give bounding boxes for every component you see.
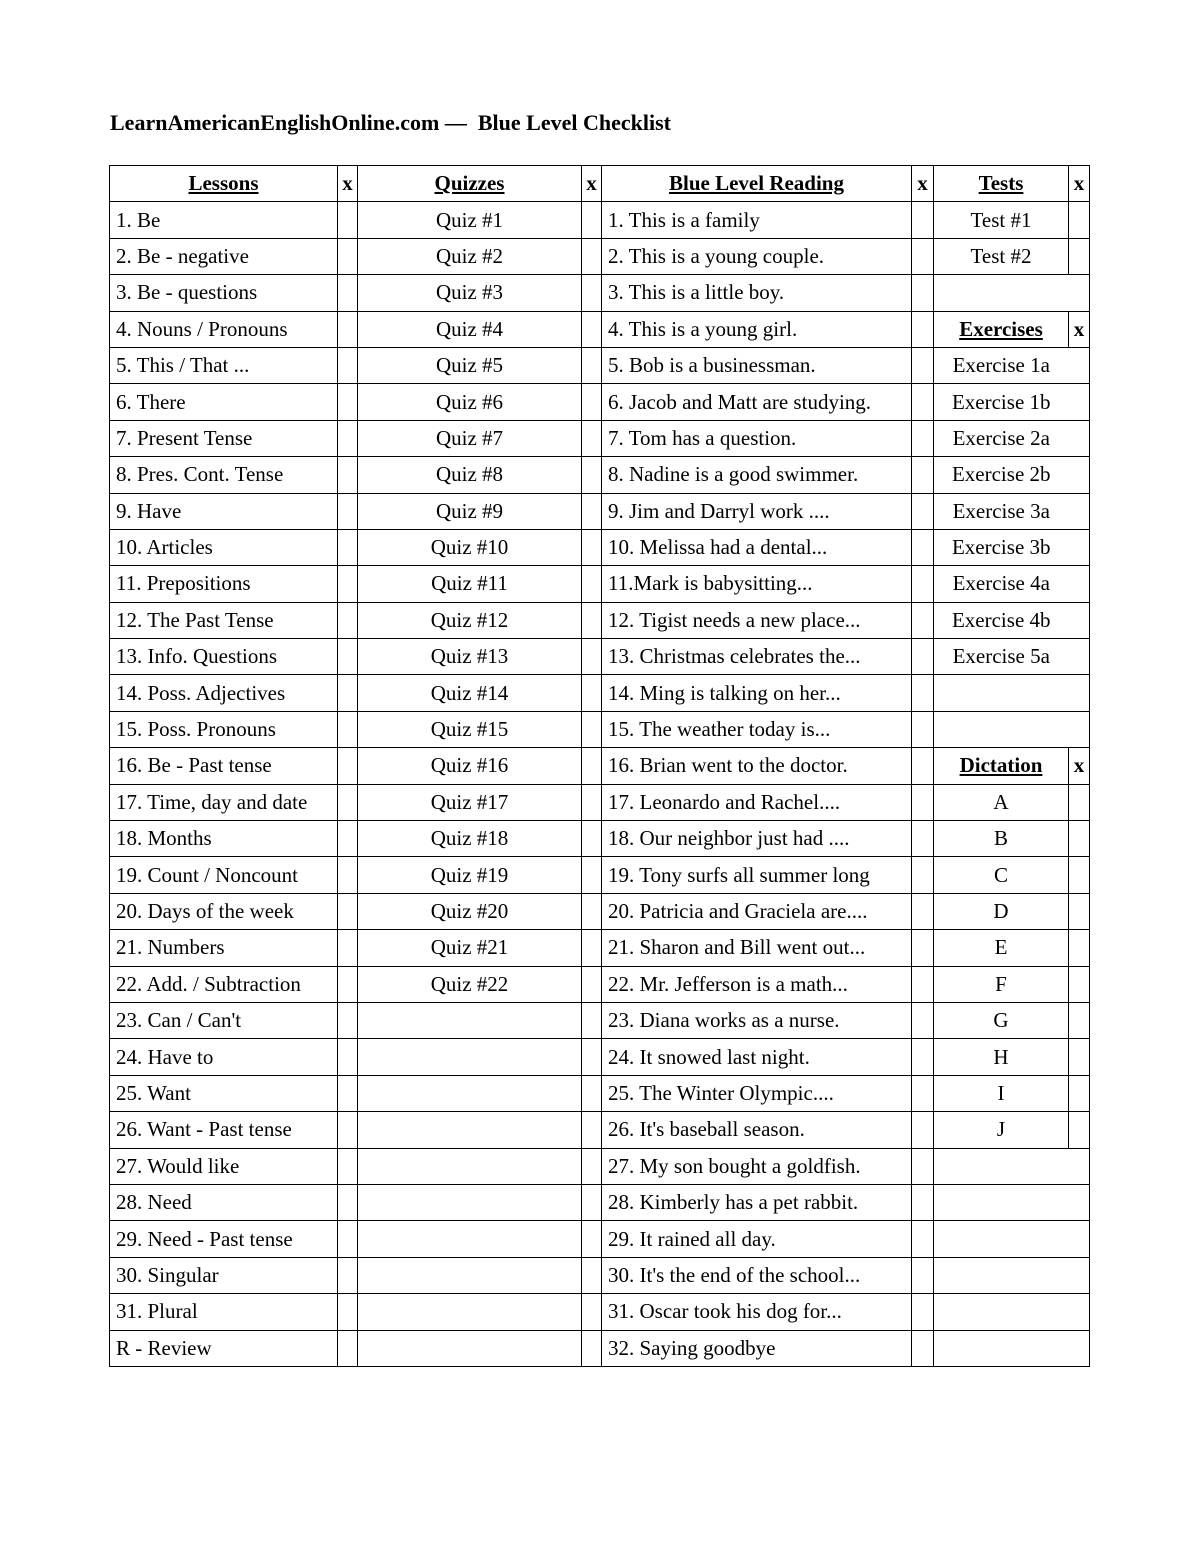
lesson-cell: 31. Plural xyxy=(110,1294,338,1330)
quizzes-header: Quizzes xyxy=(358,166,582,202)
lesson-cell: 15. Poss. Pronouns xyxy=(110,711,338,747)
lesson-checkbox[interactable] xyxy=(338,1112,358,1148)
quiz-cell: Quiz #15 xyxy=(358,711,582,747)
table-row xyxy=(110,1330,1090,1366)
empty-cell xyxy=(934,1257,1090,1293)
table-row xyxy=(110,420,1090,456)
quiz-cell: Quiz #3 xyxy=(358,275,582,311)
quiz-checkbox[interactable] xyxy=(582,821,602,857)
reading-checkbox[interactable] xyxy=(912,529,934,565)
reading-checkbox[interactable] xyxy=(912,493,934,529)
reading-checkbox[interactable] xyxy=(912,1112,934,1148)
lessons-header: Lessons xyxy=(110,166,338,202)
lesson-checkbox[interactable] xyxy=(338,275,358,311)
exercise-checkbox[interactable] xyxy=(1069,639,1090,675)
exercise-checkbox[interactable] xyxy=(1069,457,1090,493)
reading-checkbox[interactable] xyxy=(912,420,934,456)
empty-cell xyxy=(934,1294,1090,1330)
exercise-checkbox[interactable] xyxy=(1069,529,1090,565)
exercise-cell: Exercise 3b xyxy=(934,529,1069,565)
lesson-checkbox[interactable] xyxy=(338,202,358,238)
quiz-checkbox[interactable] xyxy=(582,1075,602,1111)
lesson-checkbox[interactable] xyxy=(338,384,358,420)
table-row xyxy=(110,821,1090,857)
quiz-checkbox[interactable] xyxy=(582,711,602,747)
table-row xyxy=(110,1294,1090,1330)
reading-cell: 14. Ming is talking on her... xyxy=(602,675,912,711)
quiz-cell: Quiz #20 xyxy=(358,893,582,929)
quiz-checkbox[interactable] xyxy=(582,311,602,347)
table-row xyxy=(110,1148,1090,1184)
reading-cell: 9. Jim and Darryl work .... xyxy=(602,493,912,529)
lesson-checkbox[interactable] xyxy=(338,1257,358,1293)
reading-cell: 3. This is a little boy. xyxy=(602,275,912,311)
quiz-checkbox[interactable] xyxy=(582,966,602,1002)
lesson-cell: 16. Be - Past tense xyxy=(110,748,338,784)
dictation-cell: E xyxy=(934,930,1069,966)
table-row xyxy=(110,711,1090,747)
lesson-cell: 19. Count / Noncount xyxy=(110,857,338,893)
table-row xyxy=(110,748,1090,784)
quiz-checkbox[interactable] xyxy=(582,275,602,311)
dictation-cell: A xyxy=(934,784,1069,820)
page-title: LearnAmericanEnglishOnline.com — Blue Level Checklist xyxy=(110,110,671,135)
dictation-cell: J xyxy=(934,1112,1069,1148)
exercise-checkbox[interactable] xyxy=(1069,602,1090,638)
reading-checkbox[interactable] xyxy=(912,1039,934,1075)
quiz-cell: Quiz #21 xyxy=(358,930,582,966)
reading-cell: 29. It rained all day. xyxy=(602,1221,912,1257)
table-row xyxy=(110,566,1090,602)
lesson-checkbox[interactable] xyxy=(338,1039,358,1075)
table-row xyxy=(110,1075,1090,1111)
lesson-checkbox[interactable] xyxy=(338,1148,358,1184)
exercise-cell: Exercise 5a xyxy=(934,639,1069,675)
quiz-checkbox[interactable] xyxy=(582,1039,602,1075)
reading-cell: 5. Bob is a businessman. xyxy=(602,347,912,383)
reading-checkbox[interactable] xyxy=(912,1148,934,1184)
dictation-cell: G xyxy=(934,1002,1069,1038)
lesson-cell: 2. Be - negative xyxy=(110,238,338,274)
lesson-cell: 28. Need xyxy=(110,1184,338,1220)
table-row xyxy=(110,275,1090,311)
table-row xyxy=(110,1112,1090,1148)
reading-cell: 24. It snowed last night. xyxy=(602,1039,912,1075)
lessons-check-header: x xyxy=(338,166,358,202)
reading-checkbox[interactable] xyxy=(912,347,934,383)
lesson-cell: R - Review xyxy=(110,1330,338,1366)
lesson-checkbox[interactable] xyxy=(338,784,358,820)
lesson-cell: 26. Want - Past tense xyxy=(110,1112,338,1148)
lesson-cell: 11. Prepositions xyxy=(110,566,338,602)
reading-checkbox[interactable] xyxy=(912,202,934,238)
quiz-cell: Quiz #19 xyxy=(358,857,582,893)
reading-cell: 17. Leonardo and Rachel.... xyxy=(602,784,912,820)
exercise-cell: Exercise 1a xyxy=(934,347,1069,383)
exercise-cell: Exercise 3a xyxy=(934,493,1069,529)
lesson-cell: 24. Have to xyxy=(110,1039,338,1075)
reading-checkbox[interactable] xyxy=(912,893,934,929)
quiz-checkbox[interactable] xyxy=(582,1330,602,1366)
quiz-cell: Quiz #9 xyxy=(358,493,582,529)
quiz-cell-empty xyxy=(358,1039,582,1075)
lesson-cell: 22. Add. / Subtraction xyxy=(110,966,338,1002)
quiz-cell: Quiz #11 xyxy=(358,566,582,602)
lesson-cell: 6. There xyxy=(110,384,338,420)
quiz-checkbox[interactable] xyxy=(582,420,602,456)
reading-checkbox[interactable] xyxy=(912,1257,934,1293)
dictation-checkbox[interactable] xyxy=(1069,966,1090,1002)
test-cell: Test #1 xyxy=(934,202,1069,238)
reading-checkbox[interactable] xyxy=(912,1075,934,1111)
reading-cell: 21. Sharon and Bill went out... xyxy=(602,930,912,966)
quiz-checkbox[interactable] xyxy=(582,1148,602,1184)
table-row xyxy=(110,457,1090,493)
reading-checkbox[interactable] xyxy=(912,1184,934,1220)
quiz-cell: Quiz #14 xyxy=(358,675,582,711)
reading-checkbox[interactable] xyxy=(912,311,934,347)
quiz-checkbox[interactable] xyxy=(582,1112,602,1148)
dictation-checkbox[interactable] xyxy=(1069,784,1090,820)
table-row xyxy=(110,202,1090,238)
quiz-cell: Quiz #10 xyxy=(358,529,582,565)
lesson-cell: 3. Be - questions xyxy=(110,275,338,311)
quiz-cell: Quiz #12 xyxy=(358,602,582,638)
reading-cell: 12. Tigist needs a new place... xyxy=(602,602,912,638)
reading-header: Blue Level Reading xyxy=(602,166,912,202)
lesson-checkbox[interactable] xyxy=(338,639,358,675)
lesson-checkbox[interactable] xyxy=(338,602,358,638)
reading-cell: 20. Patricia and Graciela are.... xyxy=(602,893,912,929)
reading-cell: 22. Mr. Jefferson is a math... xyxy=(602,966,912,1002)
table-row xyxy=(110,784,1090,820)
lesson-cell: 23. Can / Can't xyxy=(110,1002,338,1038)
table-row xyxy=(110,966,1090,1002)
lesson-checkbox[interactable] xyxy=(338,420,358,456)
empty-cell xyxy=(934,1330,1090,1366)
dictation-cell: C xyxy=(934,857,1069,893)
lesson-checkbox[interactable] xyxy=(338,748,358,784)
dictation-check-header: x xyxy=(1069,748,1090,784)
table-row xyxy=(110,893,1090,929)
test-checkbox[interactable] xyxy=(1069,238,1090,274)
lesson-cell: 27. Would like xyxy=(110,1148,338,1184)
table-row xyxy=(110,1039,1090,1075)
reading-checkbox[interactable] xyxy=(912,238,934,274)
reading-cell: 6. Jacob and Matt are studying. xyxy=(602,384,912,420)
lesson-checkbox[interactable] xyxy=(338,1002,358,1038)
reading-checkbox[interactable] xyxy=(912,966,934,1002)
table-row xyxy=(110,384,1090,420)
table-row xyxy=(110,930,1090,966)
reading-cell: 19. Tony surfs all summer long xyxy=(602,857,912,893)
table-row xyxy=(110,1184,1090,1220)
quiz-cell-empty xyxy=(358,1075,582,1111)
checklist-table xyxy=(109,165,1090,1367)
quiz-cell: Quiz #18 xyxy=(358,821,582,857)
empty-cell xyxy=(934,1184,1090,1220)
lesson-cell: 13. Info. Questions xyxy=(110,639,338,675)
reading-cell: 8. Nadine is a good swimmer. xyxy=(602,457,912,493)
reading-checkbox[interactable] xyxy=(912,675,934,711)
reading-cell: 10. Melissa had a dental... xyxy=(602,529,912,565)
lesson-checkbox[interactable] xyxy=(338,529,358,565)
table-row xyxy=(110,1002,1090,1038)
quiz-cell: Quiz #5 xyxy=(358,347,582,383)
dictation-checkbox[interactable] xyxy=(1069,1112,1090,1148)
quiz-cell: Quiz #4 xyxy=(358,311,582,347)
quiz-cell-empty xyxy=(358,1221,582,1257)
quiz-checkbox[interactable] xyxy=(582,784,602,820)
lesson-cell: 29. Need - Past tense xyxy=(110,1221,338,1257)
quiz-cell: Quiz #8 xyxy=(358,457,582,493)
quiz-cell: Quiz #2 xyxy=(358,238,582,274)
quiz-checkbox[interactable] xyxy=(582,1184,602,1220)
quiz-cell: Quiz #6 xyxy=(358,384,582,420)
quiz-cell: Quiz #16 xyxy=(358,748,582,784)
header-row xyxy=(110,166,1090,202)
reading-checkbox[interactable] xyxy=(912,821,934,857)
table-row xyxy=(110,1257,1090,1293)
dictation-cell: F xyxy=(934,966,1069,1002)
lesson-cell: 1. Be xyxy=(110,202,338,238)
table-row xyxy=(110,238,1090,274)
reading-cell: 26. It's baseball season. xyxy=(602,1112,912,1148)
reading-cell: 32. Saying goodbye xyxy=(602,1330,912,1366)
lesson-cell: 8. Pres. Cont. Tense xyxy=(110,457,338,493)
test-checkbox[interactable] xyxy=(1069,202,1090,238)
lesson-checkbox[interactable] xyxy=(338,711,358,747)
table-row xyxy=(110,675,1090,711)
quiz-checkbox[interactable] xyxy=(582,493,602,529)
quiz-checkbox[interactable] xyxy=(582,1221,602,1257)
reading-cell: 16. Brian went to the doctor. xyxy=(602,748,912,784)
dictation-checkbox[interactable] xyxy=(1069,1002,1090,1038)
empty-cell xyxy=(934,275,1090,311)
table-row xyxy=(110,347,1090,383)
empty-cell xyxy=(934,711,1090,747)
dictation-checkbox[interactable] xyxy=(1069,821,1090,857)
table-row xyxy=(110,857,1090,893)
quiz-cell: Quiz #22 xyxy=(358,966,582,1002)
quiz-checkbox[interactable] xyxy=(582,857,602,893)
dictation-checkbox[interactable] xyxy=(1069,857,1090,893)
quiz-cell-empty xyxy=(358,1184,582,1220)
lesson-cell: 25. Want xyxy=(110,1075,338,1111)
lesson-cell: 9. Have xyxy=(110,493,338,529)
lesson-checkbox[interactable] xyxy=(338,675,358,711)
quiz-checkbox[interactable] xyxy=(582,639,602,675)
reading-cell: 18. Our neighbor just had .... xyxy=(602,821,912,857)
quiz-cell-empty xyxy=(358,1002,582,1038)
lesson-checkbox[interactable] xyxy=(338,966,358,1002)
exercise-checkbox[interactable] xyxy=(1069,493,1090,529)
dictation-cell: I xyxy=(934,1075,1069,1111)
lesson-checkbox[interactable] xyxy=(338,1221,358,1257)
lesson-cell: 12. The Past Tense xyxy=(110,602,338,638)
quiz-cell: Quiz #13 xyxy=(358,639,582,675)
lesson-cell: 17. Time, day and date xyxy=(110,784,338,820)
reading-cell: 4. This is a young girl. xyxy=(602,311,912,347)
quiz-checkbox[interactable] xyxy=(582,529,602,565)
exercise-cell: Exercise 2a xyxy=(934,420,1069,456)
reading-checkbox[interactable] xyxy=(912,1294,934,1330)
reading-checkbox[interactable] xyxy=(912,566,934,602)
lesson-cell: 30. Singular xyxy=(110,1257,338,1293)
quiz-checkbox[interactable] xyxy=(582,202,602,238)
tests-header: Tests xyxy=(934,166,1069,202)
reading-cell: 15. The weather today is... xyxy=(602,711,912,747)
reading-cell: 27. My son bought a goldfish. xyxy=(602,1148,912,1184)
reading-check-header: x xyxy=(912,166,934,202)
quiz-checkbox[interactable] xyxy=(582,675,602,711)
dictation-cell: H xyxy=(934,1039,1069,1075)
lesson-cell: 5. This / That ... xyxy=(110,347,338,383)
reading-cell: 28. Kimberly has a pet rabbit. xyxy=(602,1184,912,1220)
quiz-checkbox[interactable] xyxy=(582,748,602,784)
reading-cell: 7. Tom has a question. xyxy=(602,420,912,456)
quiz-cell: Quiz #17 xyxy=(358,784,582,820)
lesson-checkbox[interactable] xyxy=(338,1184,358,1220)
quiz-checkbox[interactable] xyxy=(582,238,602,274)
quiz-checkbox[interactable] xyxy=(582,1257,602,1293)
reading-checkbox[interactable] xyxy=(912,1002,934,1038)
lesson-cell: 20. Days of the week xyxy=(110,893,338,929)
reading-cell: 31. Oscar took his dog for... xyxy=(602,1294,912,1330)
reading-cell: 30. It's the end of the school... xyxy=(602,1257,912,1293)
reading-cell: 25. The Winter Olympic.... xyxy=(602,1075,912,1111)
quiz-checkbox[interactable] xyxy=(582,566,602,602)
reading-checkbox[interactable] xyxy=(912,275,934,311)
reading-checkbox[interactable] xyxy=(912,457,934,493)
quiz-checkbox[interactable] xyxy=(582,930,602,966)
empty-cell xyxy=(934,1148,1090,1184)
reading-checkbox[interactable] xyxy=(912,602,934,638)
quizzes-check-header: x xyxy=(582,166,602,202)
exercises-header: Exercises xyxy=(934,311,1069,347)
reading-checkbox[interactable] xyxy=(912,1221,934,1257)
quiz-checkbox[interactable] xyxy=(582,1294,602,1330)
table-row xyxy=(110,639,1090,675)
reading-checkbox[interactable] xyxy=(912,639,934,675)
lesson-checkbox[interactable] xyxy=(338,821,358,857)
lesson-checkbox[interactable] xyxy=(338,347,358,383)
reading-cell: 2. This is a young couple. xyxy=(602,238,912,274)
quiz-cell-empty xyxy=(358,1294,582,1330)
reading-cell: 1. This is a family xyxy=(602,202,912,238)
lesson-checkbox[interactable] xyxy=(338,930,358,966)
exercise-checkbox[interactable] xyxy=(1069,420,1090,456)
lesson-checkbox[interactable] xyxy=(338,311,358,347)
tests-check-header: x xyxy=(1069,166,1090,202)
reading-checkbox[interactable] xyxy=(912,784,934,820)
quiz-cell: Quiz #1 xyxy=(358,202,582,238)
reading-cell: 13. Christmas celebrates the... xyxy=(602,639,912,675)
lesson-cell: 10. Articles xyxy=(110,529,338,565)
dictation-checkbox[interactable] xyxy=(1069,1075,1090,1111)
table-row xyxy=(110,311,1090,347)
dictation-cell: D xyxy=(934,893,1069,929)
quiz-checkbox[interactable] xyxy=(582,602,602,638)
empty-cell xyxy=(934,675,1090,711)
quiz-cell-empty xyxy=(358,1257,582,1293)
lesson-checkbox[interactable] xyxy=(338,893,358,929)
quiz-cell-empty xyxy=(358,1148,582,1184)
lesson-checkbox[interactable] xyxy=(338,1075,358,1111)
dictation-checkbox[interactable] xyxy=(1069,893,1090,929)
lesson-checkbox[interactable] xyxy=(338,457,358,493)
quiz-checkbox[interactable] xyxy=(582,457,602,493)
lesson-cell: 14. Poss. Adjectives xyxy=(110,675,338,711)
quiz-checkbox[interactable] xyxy=(582,347,602,383)
exercises-check-header: x xyxy=(1069,311,1090,347)
dictation-checkbox[interactable] xyxy=(1069,930,1090,966)
reading-cell: 11.Mark is babysitting... xyxy=(602,566,912,602)
lesson-checkbox[interactable] xyxy=(338,566,358,602)
exercise-cell: Exercise 4b xyxy=(934,602,1069,638)
reading-checkbox[interactable] xyxy=(912,748,934,784)
exercise-cell: Exercise 4a xyxy=(934,566,1069,602)
exercise-cell: Exercise 1b xyxy=(934,384,1069,420)
reading-checkbox[interactable] xyxy=(912,1330,934,1366)
dictation-cell: B xyxy=(934,821,1069,857)
empty-cell xyxy=(934,1221,1090,1257)
lesson-cell: 7. Present Tense xyxy=(110,420,338,456)
reading-checkbox[interactable] xyxy=(912,711,934,747)
quiz-checkbox[interactable] xyxy=(582,893,602,929)
quiz-cell-empty xyxy=(358,1112,582,1148)
lesson-checkbox[interactable] xyxy=(338,1330,358,1366)
reading-cell: 23. Diana works as a nurse. xyxy=(602,1002,912,1038)
quiz-cell-empty xyxy=(358,1330,582,1366)
exercise-checkbox[interactable] xyxy=(1069,347,1090,383)
reading-checkbox[interactable] xyxy=(912,384,934,420)
lesson-checkbox[interactable] xyxy=(338,1294,358,1330)
table-row xyxy=(110,529,1090,565)
lesson-checkbox[interactable] xyxy=(338,857,358,893)
exercise-cell: Exercise 2b xyxy=(934,457,1069,493)
quiz-checkbox[interactable] xyxy=(582,384,602,420)
dictation-header: Dictation xyxy=(934,748,1069,784)
table-row xyxy=(110,602,1090,638)
reading-checkbox[interactable] xyxy=(912,857,934,893)
exercise-checkbox[interactable] xyxy=(1069,566,1090,602)
quiz-cell: Quiz #7 xyxy=(358,420,582,456)
reading-checkbox[interactable] xyxy=(912,930,934,966)
test-cell: Test #2 xyxy=(934,238,1069,274)
lesson-cell: 18. Months xyxy=(110,821,338,857)
quiz-checkbox[interactable] xyxy=(582,1002,602,1038)
dictation-checkbox[interactable] xyxy=(1069,1039,1090,1075)
lesson-checkbox[interactable] xyxy=(338,238,358,274)
lesson-cell: 21. Numbers xyxy=(110,930,338,966)
table-row xyxy=(110,1221,1090,1257)
lesson-cell: 4. Nouns / Pronouns xyxy=(110,311,338,347)
table-row xyxy=(110,493,1090,529)
lesson-checkbox[interactable] xyxy=(338,493,358,529)
exercise-checkbox[interactable] xyxy=(1069,384,1090,420)
